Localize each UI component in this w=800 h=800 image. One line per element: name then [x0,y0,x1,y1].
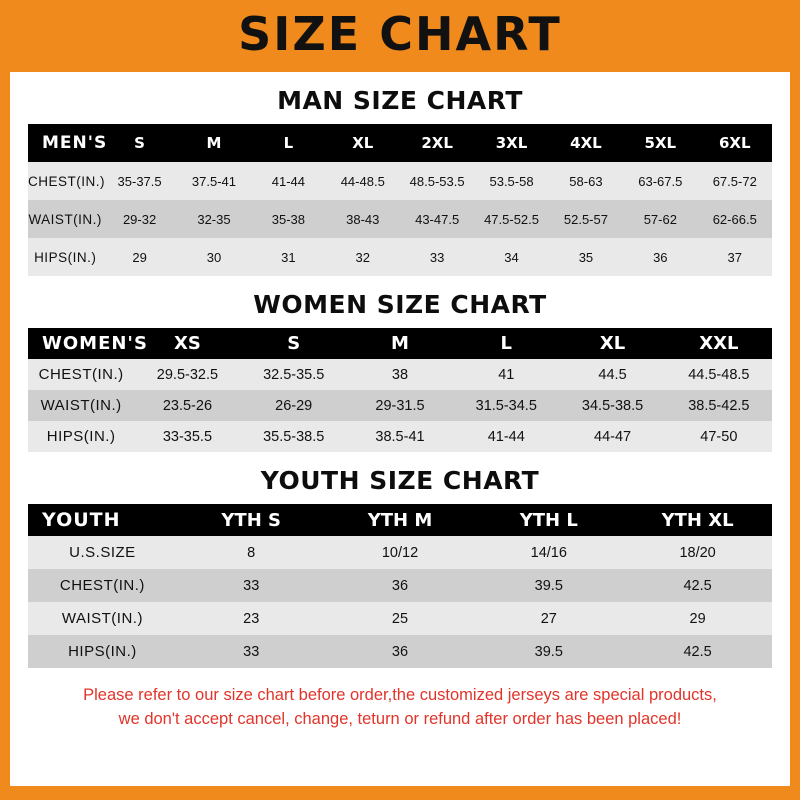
men-chest-5xl: 63-67.5 [638,173,683,189]
men-header-4xl: 4XL [570,134,602,152]
youth-ussize-s: 8 [247,544,256,561]
women-header-xl: XL [599,333,626,354]
men-waist-s: 29-32 [122,211,157,227]
table-row [28,635,772,668]
youth-size-table [28,504,772,668]
men-hips-4xl: 35 [578,249,594,265]
men-waist-xl: 38-43 [346,211,380,227]
youth-waist-xl: 29 [689,610,706,627]
women-header-xs: XS [174,333,201,354]
women-header-xxl: XXL [699,333,739,354]
men-header-5xl: 5XL [644,134,677,152]
men-chest-6xl: 67.5-72 [712,173,757,189]
men-header-label: MEN'S [42,133,108,153]
women-hips-xl: 44-47 [594,428,632,445]
women-hips-xs: 33-35.5 [162,428,213,445]
women-header-m: M [391,333,409,354]
youth-header-xl: YTH XL [661,509,734,531]
men-hips-5xl: 36 [653,249,668,265]
women-header-label: WOMEN'S [42,333,148,354]
youth-ussize-l: 14/16 [530,544,567,561]
women-waist-xs: 23.5-26 [162,397,213,414]
footer-note [28,684,772,732]
men-hips-m: 30 [206,249,222,265]
youth-chest-l: 39.5 [534,577,563,594]
men-header-xl: XL [352,134,374,152]
women-chest-xl: 44.5 [598,366,627,383]
men-chest-m: 37.5-41 [191,173,237,189]
table-row [28,390,772,421]
youth-waist-l: 27 [540,610,557,627]
table-row [28,421,772,452]
men-waist-5xl: 57-62 [643,211,677,227]
footer-note-line1: Please refer to our size chart before order,the customized jerseys are special products, [83,686,717,704]
footer-note-line2: we don't accept cancel, change, teturn or refund after order has been placed! [118,709,682,728]
men-chest-3xl: 53.5-58 [489,173,534,189]
men-chest-label: CHEST(IN.) [28,173,105,189]
women-waist-l: 31.5-34.5 [475,397,537,414]
youth-chest-s: 33 [243,577,260,594]
men-hips-xl: 32 [355,249,370,265]
men-hips-2xl: 33 [429,249,445,265]
page-title: SIZE CHART [238,7,562,61]
women-waist-xxl: 38.5-42.5 [688,397,750,414]
youth-hips-m: 36 [391,643,409,660]
youth-section-title: YOUTH SIZE CHART [260,466,540,495]
women-waist-m: 29-31.5 [375,397,425,414]
women-chest-s: 32.5-35.5 [263,366,325,383]
chart-content [10,86,790,732]
youth-header-label: YOUTH [42,509,121,531]
table-row [28,238,772,276]
youth-chest-m: 36 [391,577,409,594]
men-waist-l: 35-38 [271,211,305,227]
youth-ussize-label: U.S.SIZE [69,544,136,561]
youth-ussize-xl: 18/20 [679,544,716,561]
women-hips-l: 41-44 [487,428,525,445]
youth-ussize-m: 10/12 [381,544,419,561]
men-waist-3xl: 47.5-52.5 [484,211,539,227]
table-row [28,200,772,238]
youth-chest-xl: 42.5 [683,577,712,594]
men-waist-m: 32-35 [197,211,231,227]
men-header-row [28,124,772,162]
women-header-row [28,328,772,359]
men-header-3xl: 3XL [495,134,528,152]
men-waist-label: WAIST(IN.) [28,211,102,227]
youth-hips-label: HIPS(IN.) [68,643,137,660]
youth-header-m: YTH M [367,509,433,531]
men-header-m: M [206,134,222,152]
table-row [28,162,772,200]
men-size-table [28,124,772,276]
women-waist-s: 26-29 [275,397,313,414]
table-row [28,359,772,390]
women-waist-label: WAIST(IN.) [40,397,122,414]
men-hips-label: HIPS(IN.) [34,249,97,265]
youth-header-l: YTH L [519,509,578,531]
men-section-title: MAN SIZE CHART [277,86,523,115]
women-hips-s: 35.5-38.5 [263,428,325,445]
men-hips-6xl: 37 [727,249,742,265]
youth-waist-s: 23 [243,610,260,627]
women-chest-l: 41 [498,366,515,383]
women-hips-xxl: 47-50 [700,428,738,445]
youth-header-s: YTH S [221,509,281,531]
bottom-accent-bar [0,786,800,800]
women-section-title: WOMEN SIZE CHART [253,290,547,319]
men-hips-l: 31 [281,249,296,265]
youth-header-row [28,504,772,536]
youth-hips-l: 39.5 [534,643,563,660]
men-waist-6xl: 62-66.5 [712,211,757,227]
women-size-table [28,328,772,452]
table-row [28,602,772,635]
men-hips-3xl: 34 [504,249,519,265]
men-waist-2xl: 43-47.5 [415,211,460,227]
women-hips-label: HIPS(IN.) [46,428,116,445]
women-waist-xl: 34.5-38.5 [581,397,644,414]
men-header-l: L [283,134,294,152]
men-header-s: S [134,134,145,152]
men-waist-4xl: 52.5-57 [563,211,608,227]
men-hips-s: 29 [132,249,147,265]
men-chest-xl: 44-48.5 [340,173,385,189]
men-header-6xl: 6XL [718,134,751,152]
women-chest-xxl: 44.5-48.5 [688,366,750,383]
youth-hips-s: 33 [243,643,260,660]
women-chest-m: 38 [391,366,409,383]
youth-hips-xl: 42.5 [683,643,712,660]
women-chest-label: CHEST(IN.) [38,366,124,383]
table-row [28,536,772,569]
men-chest-s: 35-37.5 [117,173,162,189]
women-hips-m: 38.5-41 [375,428,425,445]
women-header-l: L [500,333,512,354]
women-header-s: S [287,333,301,354]
youth-waist-m: 25 [391,610,409,627]
men-chest-4xl: 58-63 [569,173,603,189]
women-chest-xs: 29.5-32.5 [156,366,219,383]
men-chest-l: 41-44 [271,173,305,189]
page-banner [0,0,800,72]
men-chest-2xl: 48.5-53.5 [409,173,465,189]
table-row [28,569,772,602]
youth-waist-label: WAIST(IN.) [61,610,143,627]
youth-chest-label: CHEST(IN.) [59,577,145,594]
men-header-2xl: 2XL [421,134,453,152]
